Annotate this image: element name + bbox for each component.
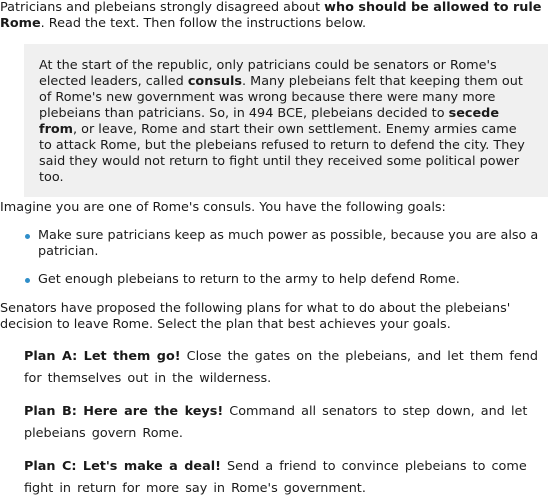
goal-item: Get enough plebeians to return to the army to help defend Rome. [0,272,540,288]
plan-b[interactable] [24,401,542,445]
term-secede-from: secede from [39,106,499,137]
term-consuls: consuls [187,74,243,89]
plan-a-title: Plan A: Let them go! [24,349,181,364]
goal-item: Make sure patricians keep as much power as possible, because you are also a patrician. [0,228,540,260]
instructions-text: Senators have proposed the following plans for what to do about the plebeians' decision to leave Rome. Select the plan that best achieves your goals. [0,301,511,332]
goals-list [0,228,540,300]
intro-part-2: . Read the text. Then follow the instructions below. [40,16,367,31]
passage-text: At the start of the republic, only patricians could be senators or Rome's elected leaders, called consuls. Many plebeians felt that keeping them out of Rome's new government was wrong because there were many more plebeians than patricians. So, in 494 BCE, plebeians decided to secede from, or leave, Rome and start their own settlement. Enemy armies came to attack Rome, but the plebeians refused to return to defend the city. They said they would not return to fight until they received some political power too. [39,58,525,185]
bullet-icon [25,234,30,239]
plan-a[interactable] [24,346,542,390]
scenario-text: Imagine you are one of Rome's consuls. You have the following goals: [0,200,446,215]
intro-part-1: Patricians and plebeians strongly disagreed about [0,0,325,15]
plan-c-title: Plan C: Let's make a deal! [24,459,221,474]
plan-a-text: Close the gates on the plebeians, and let them fend for themselves out in the wilderness. [24,349,538,386]
bullet-icon [25,278,30,283]
plan-b-title: Plan B: Here are the keys! [24,404,224,419]
plan-b-text: Command all senators to step down, and let plebeians govern Rome. [24,404,528,441]
intro-bold: who should be allowed to rule Rome [0,0,542,31]
plan-c-text: Send a friend to convince plebeians to come fight in return for more say in Rome's government. [24,459,527,496]
reading-passage [24,44,548,197]
plan-c[interactable] [24,456,554,500]
intro-text [0,0,554,32]
